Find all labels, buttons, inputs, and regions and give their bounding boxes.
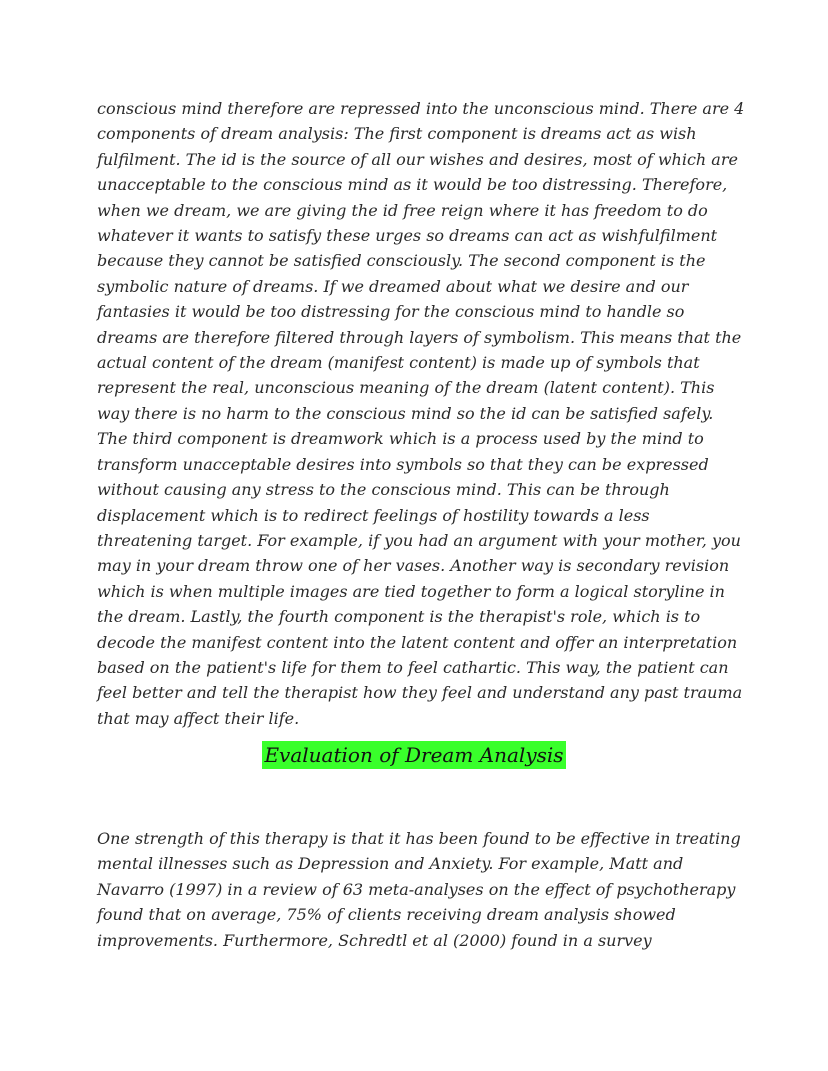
- heading-container: [0, 741, 828, 769]
- paragraph-dream-analysis-components: conscious mind therefore are repressed into the unconscious mind. There are 4 components of dream analysis: The first component is dreams act as wish fulfilment. The id is the source of all our wishes and desires, most of which are unacceptable to the conscious mind as it would be too distressing. Therefore, when we dream, we are giving the id free reign where it has freedom to do whatever it wants to satisfy these urges so dreams can act as wishfulfilment because they cannot be satisfied consciously. The second component is the symbolic nature of dreams. If we dreamed about what we desire and our fantasies it would be too distressing for the conscious mind to handle so dreams are therefore filtered through layers of symbolism. This means that the actual content of the dream (manifest content) is made up of symbols that represent the real, unconscious meaning of the dream (latent content). This way there is no harm to the conscious mind so the id can be satisfied safely. The third component is dreamwork which is a process used by the mind to transform unacceptable desires into symbols so that they can be expressed without causing any stress to the conscious mind. This can be through displacement which is to redirect feelings of hostility towards a less threatening target. For example, if you had an argument with your mother, you may in your dream throw one of her vases. Another way is secondary revision which is when multiple images are tied together to form a logical storyline in the dream. Lastly, the fourth component is the therapist's role, which is to decode the manifest content into the latent content and offer an interpretation based on the patient's life for them to feel cathartic. This way, the patient can feel better and tell the therapist how they feel and understand any past trauma that may affect their life.: [97, 99, 745, 728]
- paragraph-evaluation-strength: One strength of this therapy is that it has been found to be effective in treating mental illnesses such as Depression and Anxiety. For example, Matt and Navarro (1997) in a review of 63 meta-analyses on the effect of psychotherapy found that on average, 75% of clients receiving dream analysis showed improvements. Furthermore, Schredtl et al (2000) found in a survey: [97, 829, 741, 950]
- section-heading-evaluation: Evaluation of Dream Analysis: [264, 743, 564, 767]
